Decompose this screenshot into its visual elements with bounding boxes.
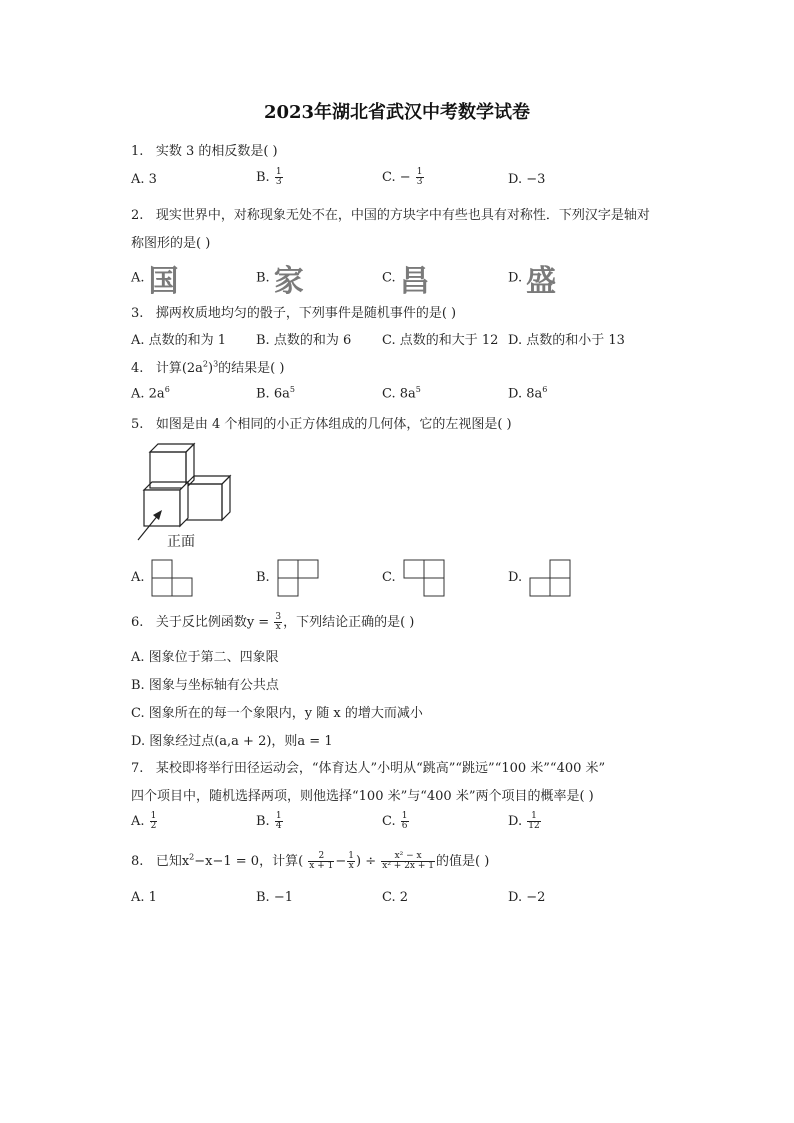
option-d: D. −3 (508, 172, 546, 187)
page-title: 2023年湖北省武汉中考数学试卷 (263, 102, 531, 123)
option-c: C. 点数的和大于 12 (382, 333, 499, 348)
option-a: A. $\frac{1}{2}$ (131, 811, 157, 831)
question-8: 8. 已知$x^2-x-1 = 0$，计算( $\frac{2}{x + 1}$ − $\frac{1}{x}$ ) ÷ $\frac{\text{x² − x}}{\text{x² + 2x + 1}}$ 的值是( ) (131, 851, 490, 871)
question-3: 3. 掷两枚质地均匀的骰子，下列事件是随机事件的是( ) (131, 306, 457, 321)
option-a: A. (131, 570, 145, 585)
option-d: D. 点数的和小于 13 (508, 333, 625, 348)
question-2: 2. 现实世界中，对称现象无处不在，中国的方块字中有些也具有对称性．下列汉字是轴对 (131, 208, 650, 223)
option-c: C. 昌 (382, 264, 430, 299)
option-d-view (528, 558, 572, 598)
option-c: C. $8a^5$ (382, 385, 421, 402)
option-b-view (276, 558, 320, 598)
option-d: D. 图象经过点(a,a + 2)，则a = 1 (131, 734, 333, 749)
option-c: C. 图象所在的每一个象限内，y 随 x 的增大而减小 (131, 706, 423, 721)
option-b: B. $\frac{1}{4}$ (256, 811, 282, 831)
question-5: 5. 如图是由 4 个相同的小正方体组成的几何体，它的左视图是( ) (131, 417, 512, 432)
option-d: D. $\frac{1}{12}$ (508, 811, 540, 831)
option-a: A. 国 (131, 264, 179, 299)
option-c: C. 2 (382, 890, 409, 905)
question-7: 7. 某校即将举行田径运动会，“体育达人”小明从“跳高”“跳远”“100 米”“400 米” (131, 761, 606, 776)
option-a: A. $2a^6$ (131, 385, 170, 402)
option-b: B. $6a^5$ (256, 385, 295, 402)
question-text: 实数 3 的相反数是( ) (155, 144, 278, 159)
option-a: A. 1 (131, 890, 157, 905)
question-6: 6. 关于反比例函数y = $\frac{3}{x}$ ，下列结论正确的是( ) (131, 612, 415, 632)
question-2-continued: 称图形的是( ) (131, 236, 211, 251)
option-d: D. 盛 (508, 264, 557, 299)
option-d: D. (508, 570, 523, 585)
option-a: A. 点数的和为 1 (131, 333, 227, 348)
question-4: 4. 计算$(2a^2)^3$的结果是( ) (131, 359, 285, 376)
option-c-view (402, 558, 446, 598)
option-c: C. − $\frac{1}{3}$ (382, 167, 423, 187)
option-b: B. 图象与坐标轴有公共点 (131, 678, 279, 693)
option-a: A. 图象位于第二、四象限 (131, 650, 279, 665)
question-7-continued: 四个项目中，随机选择两项，则他选择“100 米”与“400 米”两个项目的概率是( ) (131, 789, 594, 804)
option-c: C. $\frac{1}{6}$ (382, 811, 408, 831)
option-b: B. 点数的和为 6 (256, 333, 352, 348)
option-a: A. 3 (131, 172, 157, 187)
option-a-view (150, 558, 194, 598)
option-d: D. −2 (508, 890, 546, 905)
option-b: B. −1 (256, 890, 293, 905)
option-b: B. (256, 570, 270, 585)
question-1 (131, 140, 278, 159)
option-c: C. (382, 570, 396, 585)
figure-label: 正面 (167, 534, 195, 550)
option-d: D. $8a^6$ (508, 385, 548, 402)
question-number: 1. (131, 144, 144, 159)
option-b: B. $\frac{1}{3}$ (256, 167, 282, 187)
option-b: B. 家 (256, 264, 304, 299)
